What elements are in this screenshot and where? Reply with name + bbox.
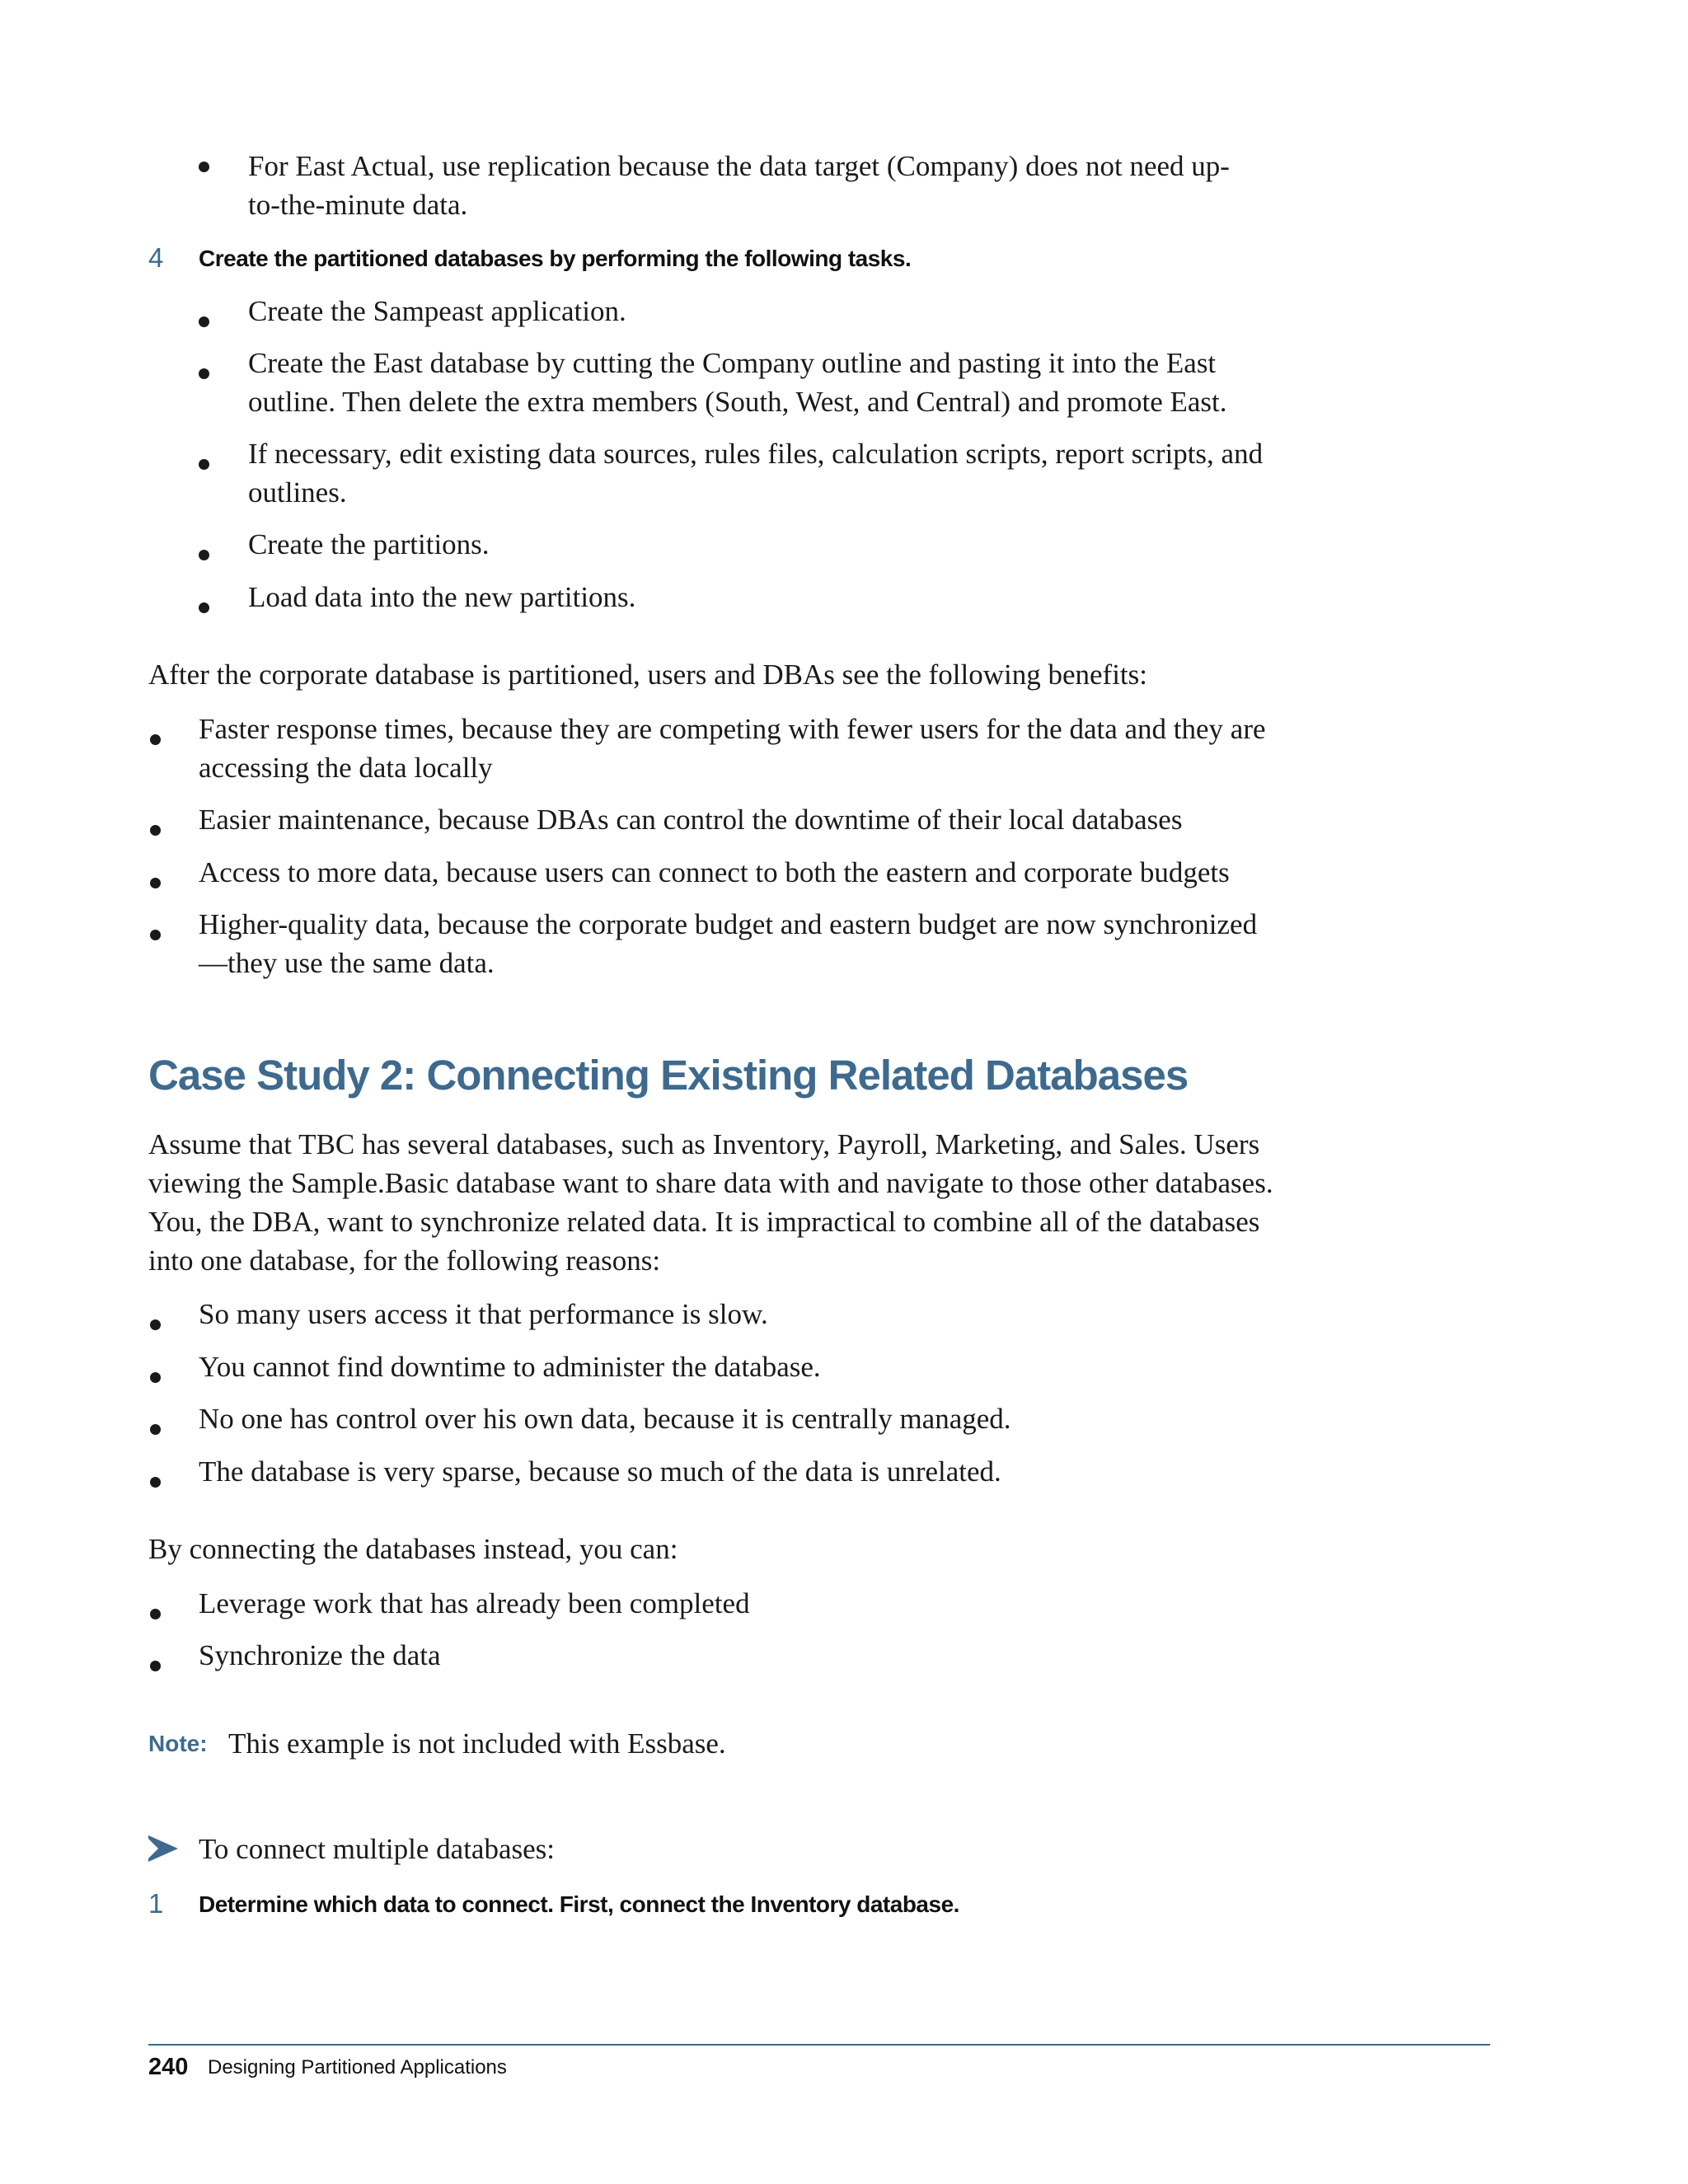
bullet-icon	[199, 602, 209, 613]
list-item-text: Load data into the new partitions.	[248, 581, 636, 613]
bullet-icon	[150, 1661, 161, 1671]
footer-rule	[148, 2044, 1490, 2046]
list-item-text: Create the partitions.	[248, 528, 490, 560]
list-item-text: Faster response times, because they are competing with fewer users for the data and they are	[199, 713, 1266, 745]
list-item-text: Synchronize the data	[199, 1639, 441, 1671]
list-item-text: Create the East database by cutting the Company outline and pasting it into the East	[248, 347, 1217, 379]
note-text: This example is not included with Essbase.	[228, 1727, 726, 1760]
list-item-text: Easier maintenance, because DBAs can control the downtime of their local databases	[199, 804, 1183, 836]
paragraph-line: You, the DBA, want to synchronize related data. It is impractical to combine all of the databases	[148, 1206, 1260, 1238]
page-number: 240	[148, 2054, 189, 2080]
procedure-intro: To connect multiple databases:	[199, 1833, 555, 1865]
list-item-text: For East Actual, use replication because the data target (Company) does not need up-	[248, 150, 1230, 182]
list-item-text: Create the Sampeast application.	[248, 295, 626, 327]
bullet-icon	[150, 878, 161, 888]
bullet-icon	[150, 825, 161, 836]
step-text: Determine which data to connect. First, connect the Inventory database.	[199, 1891, 959, 1917]
bullet-icon	[199, 316, 209, 327]
list-item-text: Leverage work that has already been completed	[199, 1587, 750, 1619]
paragraph-line: Assume that TBC has several databases, such as Inventory, Payroll, Marketing, and Sales. Users	[148, 1128, 1260, 1160]
list-item-text: No one has control over his own data, because it is centrally managed.	[199, 1403, 1011, 1435]
bullet-icon	[199, 162, 209, 172]
bullet-icon	[150, 1424, 161, 1435]
section-heading: Case Study 2: Connecting Existing Related Databases	[148, 1052, 1189, 1099]
bullet-icon	[150, 930, 161, 940]
list-item-text: Higher-quality data, because the corporate budget and eastern budget are now synchronized	[199, 908, 1258, 940]
list-item-text: Access to more data, because users can connect to both the eastern and corporate budgets	[199, 856, 1230, 888]
bullet-icon	[150, 1609, 161, 1619]
list-item-text: accessing the data locally	[199, 752, 493, 784]
step-number: 4	[148, 242, 164, 273]
list-item-text: —they use the same data.	[199, 947, 495, 979]
bullet-icon	[199, 550, 209, 560]
paragraph-line: viewing the Sample.Basic database want to share data with and navigate to those other databases.	[148, 1167, 1273, 1199]
note-label: Note:	[148, 1731, 208, 1756]
bullet-icon	[150, 734, 161, 745]
list-item-text: If necessary, edit existing data sources, rules files, calculation scripts, report scripts, and	[248, 438, 1264, 470]
paragraph-line: into one database, for the following reasons:	[148, 1244, 661, 1277]
list-item-text: to-the-minute data.	[248, 189, 468, 221]
bullet-icon	[150, 1477, 161, 1488]
bullet-icon	[150, 1319, 161, 1330]
bullet-icon	[150, 1372, 161, 1383]
list-item-text: So many users access it that performance is slow.	[199, 1298, 768, 1330]
step-number: 1	[148, 1888, 164, 1919]
list-item-text: You cannot find downtime to administer the database.	[199, 1351, 821, 1383]
list-item-text: The database is very sparse, because so much of the data is unrelated.	[199, 1455, 1001, 1488]
bullet-icon	[199, 368, 209, 379]
list-item-text: outline. Then delete the extra members (South, West, and Central) and promote East.	[248, 386, 1227, 418]
paragraph: By connecting the databases instead, you can:	[148, 1533, 678, 1565]
bullet-icon	[199, 459, 209, 470]
list-item-text: outlines.	[248, 476, 347, 509]
step-text: Create the partitioned databases by performing the following tasks.	[199, 246, 912, 271]
footer-title: Designing Partitioned Applications	[208, 2056, 507, 2079]
paragraph: After the corporate database is partitioned, users and DBAs see the following benefits:	[148, 658, 1147, 691]
